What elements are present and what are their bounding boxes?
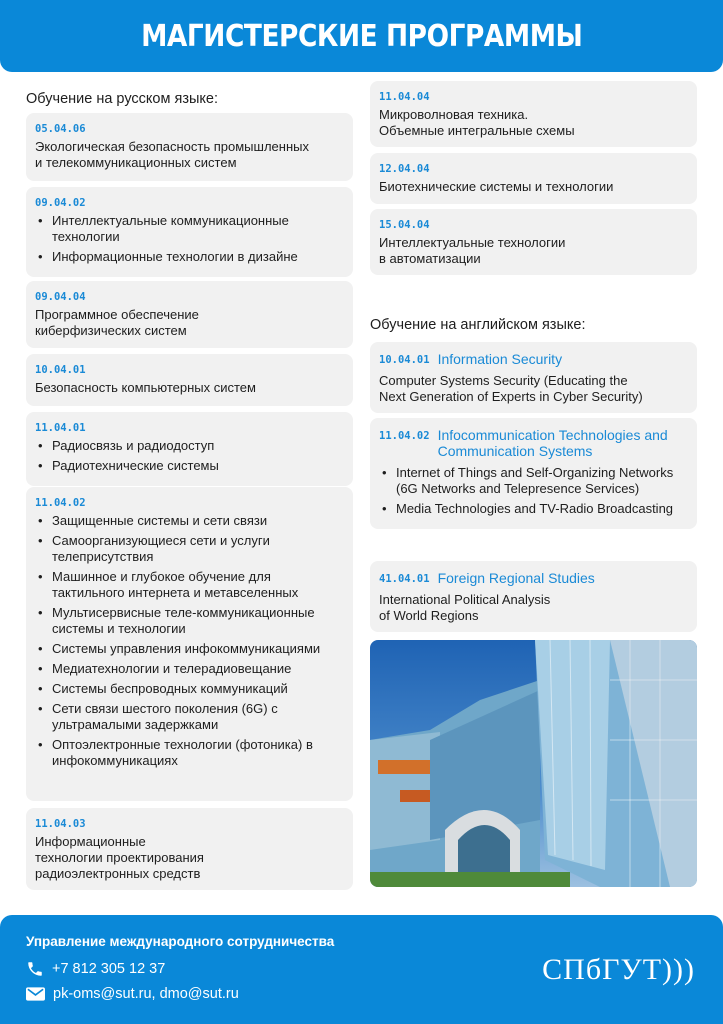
russian-section-heading: Обучение на русском языке:	[26, 91, 219, 107]
program-code: 11.04.02	[379, 430, 430, 442]
program-card	[26, 487, 353, 801]
email-icon	[26, 987, 45, 1001]
program-card	[26, 354, 353, 406]
program-code: 11.04.02	[35, 497, 86, 509]
program-code: 10.04.01	[379, 354, 430, 366]
footer-org: Управление международного сотрудничества	[26, 934, 335, 949]
program-code: 11.04.04	[379, 91, 430, 103]
program-code: 09.04.02	[35, 197, 86, 209]
program-item: • Интеллектуальные коммуникационные технологии	[35, 213, 344, 245]
program-item: • Информационные технологии в дизайне	[35, 249, 344, 265]
program-code: 12.04.04	[379, 163, 430, 175]
program-card	[26, 412, 353, 486]
campus-building-photo	[370, 640, 697, 887]
program-text: Биотехнические системы и технологии	[379, 179, 614, 194]
program-item: • Защищенные системы и сети связи	[35, 513, 344, 529]
english-section-heading: Обучение на английском языке:	[370, 317, 586, 333]
page-title: МАГИСТЕРСКИЕ ПРОГРАММЫ	[140, 18, 583, 54]
program-list	[35, 513, 344, 769]
program-text: киберфизических систем	[35, 323, 187, 338]
program-item: • Самоорганизующиеся сети и услуги телеприсутствия	[35, 533, 344, 565]
program-code: 11.04.01	[35, 422, 86, 434]
footer-phone[interactable]: +7 812 305 12 37	[52, 961, 166, 977]
phone-icon	[26, 960, 44, 978]
program-text: Computer Systems Security (Educating the	[379, 373, 628, 388]
program-card	[370, 81, 697, 147]
program-item: • Мультисервисные теле-коммуникационные системы и технологии	[35, 605, 344, 637]
university-logo: СПбГУТ)))	[542, 953, 695, 986]
program-list	[379, 465, 688, 517]
program-item: • Media Technologies and TV-Radio Broadcasting	[379, 501, 688, 517]
program-text: Безопасность компьютерных систем	[35, 380, 256, 395]
program-card	[26, 281, 353, 348]
program-text: в автоматизации	[379, 251, 481, 266]
program-text: технологии проектирования	[35, 850, 204, 865]
page-header	[0, 0, 723, 72]
program-item: • Сети связи шестого поколения (6G) с ультрамалыми задержками	[35, 701, 344, 733]
program-text: of World Regions	[379, 608, 479, 623]
program-item: • Internet of Things and Self-Organizing Networks (6G Networks and Telepresence Services)	[379, 465, 688, 497]
program-text: International Political Analysis	[379, 592, 551, 607]
program-card	[370, 342, 697, 413]
program-item: • Системы управления инфокоммуникациями	[35, 641, 344, 657]
program-code: 09.04.04	[35, 291, 86, 303]
program-card	[26, 113, 353, 181]
program-text: Микроволновая техника.	[379, 107, 529, 122]
program-text: и телекоммуникационных систем	[35, 155, 237, 170]
program-text: Программное обеспечение	[35, 307, 199, 322]
program-list	[35, 438, 344, 474]
footer-email[interactable]: pk-oms@sut.ru, dmo@sut.ru	[53, 986, 239, 1002]
program-item: • Системы беспроводных коммуникаций	[35, 681, 344, 697]
program-title: Foreign Regional Studies	[437, 570, 595, 586]
program-title: Infocommunication Technologies and Communication Systems	[437, 427, 668, 459]
program-text: Объемные интегральные схемы	[379, 123, 575, 138]
program-text: Интеллектуальные технологии	[379, 235, 566, 250]
program-text: Next Generation of Experts in Cyber Security)	[379, 389, 643, 404]
program-card	[370, 153, 697, 204]
program-text: радиоэлектронных средств	[35, 866, 201, 881]
program-card	[370, 418, 697, 529]
footer	[0, 915, 723, 1024]
program-code: 11.04.03	[35, 818, 86, 830]
program-item: • Радиосвязь и радиодоступ	[35, 438, 344, 454]
program-item: • Медиатехнологии и телерадиовещание	[35, 661, 344, 677]
program-title: Information Security	[437, 351, 563, 367]
program-code: 10.04.01	[35, 364, 86, 376]
program-item: • Оптоэлектронные технологии (фотоника) в инфокоммуникациях	[35, 737, 344, 769]
program-card	[370, 209, 697, 275]
program-code: 15.04.04	[379, 219, 430, 231]
program-text: Информационные	[35, 834, 146, 849]
program-code: 05.04.06	[35, 123, 86, 135]
program-item: • Машинное и глубокое обучение для тактильного интернета и метавселенных	[35, 569, 344, 601]
program-card	[26, 808, 353, 890]
program-card	[26, 187, 353, 277]
program-list	[35, 213, 344, 265]
program-code: 41.04.01	[379, 573, 430, 585]
program-item: • Радиотехнические системы	[35, 458, 344, 474]
program-card	[370, 561, 697, 632]
program-text: Экологическая безопасность промышленных	[35, 139, 309, 154]
